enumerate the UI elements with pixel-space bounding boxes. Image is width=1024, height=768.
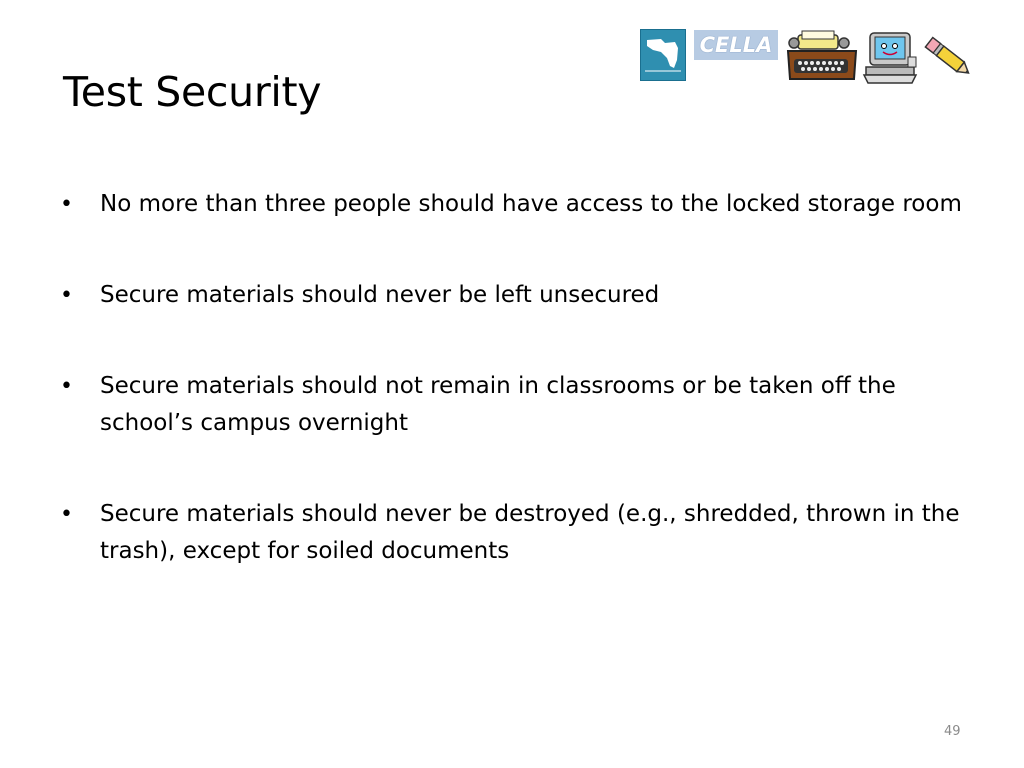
florida-alternate-assessment-logo — [640, 29, 686, 81]
page-number: 49 — [944, 724, 961, 739]
bullet-text: No more than three people should have access to the locked storage room — [100, 191, 962, 217]
typewriter-icon — [784, 29, 860, 85]
cella-logo: CELLA — [694, 30, 778, 60]
bullet-item — [60, 368, 980, 442]
bullet-marker: • — [60, 283, 73, 308]
bullet-marker: • — [60, 502, 73, 527]
computer-icon — [862, 31, 918, 85]
pencil-icon — [920, 31, 976, 83]
bullet-list — [60, 186, 980, 624]
bullet-marker: • — [60, 192, 73, 217]
bullet-item — [60, 496, 980, 570]
bullet-text: Secure materials should not remain in classrooms or be taken off the school’s campus overnight — [100, 373, 896, 436]
logo-strip — [638, 27, 978, 87]
bullet-item — [60, 186, 980, 223]
bullet-text: Secure materials should never be destroyed (e.g., shredded, thrown in the trash), except for soiled documents — [100, 501, 960, 564]
bullet-item — [60, 277, 980, 314]
bullet-text: Secure materials should never be left unsecured — [100, 282, 660, 308]
slide-title: Test Security — [63, 68, 322, 116]
bullet-marker: • — [60, 374, 73, 399]
